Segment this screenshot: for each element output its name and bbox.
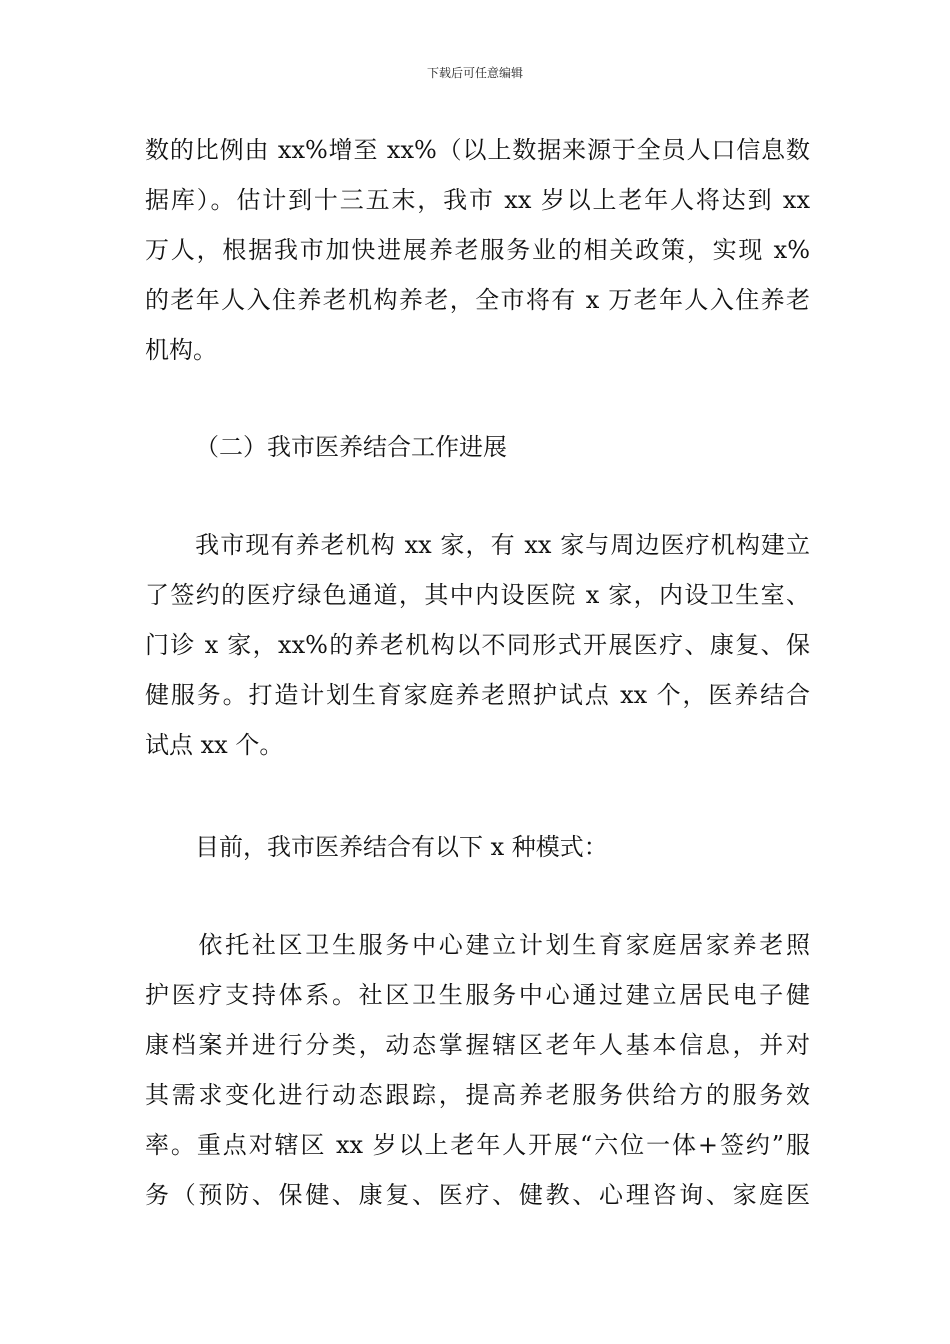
text-line: 护医疗支持体系。社区卫生服务中心通过建立居民电子健 [145, 981, 810, 1009]
text-line: 健服务。打造计划生育家庭养老照护试点 xx 个，医养结合 [145, 681, 810, 709]
text-line: 门诊 x 家，xx%的养老机构以不同形式开展医疗、康复、保 [145, 631, 810, 659]
paragraph-elderly-care-institutions [145, 520, 810, 770]
text-line: 据库）。估计到十三五末，我市 xx 岁以上老年人将达到 xx [145, 186, 810, 214]
paragraph-population-stats [145, 125, 810, 375]
text-line: 康档案并进行分类，动态掌握辖区老年人基本信息，并对 [145, 1031, 810, 1059]
text-line: 的老年人入住养老机构养老，全市将有 x 万老年人入住养老 [145, 286, 810, 314]
text-line: 率。重点对辖区 xx 岁以上老年人开展“六位一体+签约”服 [145, 1131, 810, 1159]
paragraph-modes-intro [195, 822, 860, 872]
page-header: 下载后可任意编辑 [426, 66, 523, 80]
text-line: 数的比例由 xx%增至 xx%（以上数据来源于全员人口信息数 [145, 136, 810, 164]
text-line: 务（预防、保健、康复、医疗、健教、心理咨询、家庭医 [145, 1181, 810, 1209]
text-line: 万人，根据我市加快进展养老服务业的相关政策，实现 x% [145, 236, 810, 264]
paragraph-community-health-centers [145, 920, 810, 1220]
text-line: 试点 xx 个。 [145, 731, 284, 759]
section-heading [195, 422, 860, 472]
text-line: 依托社区卫生服务中心建立计划生育家庭居家养老照 [145, 931, 810, 959]
text-line: 了签约的医疗绿色通道，其中内设医院 x 家，内设卫生室、 [145, 581, 810, 609]
text-line: 我市现有养老机构 xx 家，有 xx 家与周边医疗机构建立 [145, 531, 810, 559]
text-line: 目前，我市医养结合有以下 x 种模式： [195, 833, 608, 861]
text-line: 机构。 [145, 336, 217, 364]
text-line: 其需求变化进行动态跟踪，提高养老服务供给方的服务效 [145, 1081, 810, 1109]
section-heading-text: （二）我市医养结合工作进展 [195, 433, 507, 461]
